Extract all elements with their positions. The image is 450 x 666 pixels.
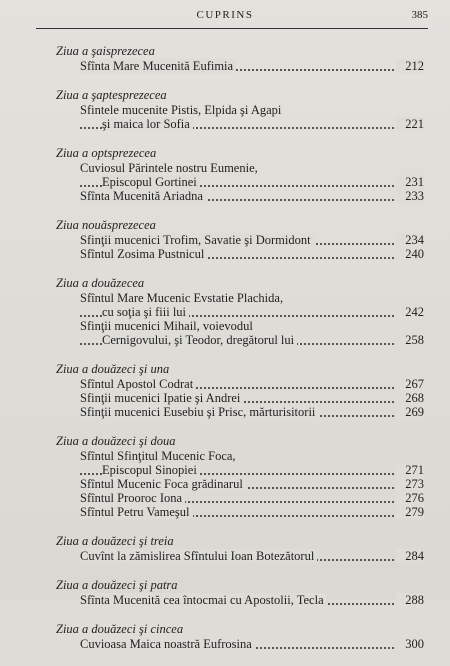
entry-line <box>80 449 424 463</box>
entry-line <box>80 477 424 491</box>
entry-title: Sfîntul Petru Vameşul <box>80 505 193 519</box>
toc-entry <box>80 637 424 651</box>
section-title: Ziua a douăzeci şi patra <box>56 578 178 592</box>
section-title: Ziua a douăzeci şi cincea <box>56 622 184 636</box>
toc-section <box>58 434 424 519</box>
section-title: Ziua a şaisprezecea <box>56 44 155 58</box>
page-number: 385 <box>411 9 428 21</box>
entry-line <box>80 637 424 651</box>
toc-section <box>58 218 424 261</box>
entry-line <box>80 233 424 247</box>
toc-section <box>58 44 424 73</box>
entry-title: Sfinţii mucenici Ipatie şi Andrei <box>80 391 243 405</box>
toc-entry <box>80 449 424 477</box>
entry-title: Sfîntul Mucenic Foca grădinarul <box>80 477 246 491</box>
toc-entry <box>80 59 424 73</box>
entry-line <box>80 377 424 391</box>
toc-entry <box>80 247 424 261</box>
toc-entry <box>80 505 424 519</box>
toc-section <box>58 276 424 347</box>
entry-title: Sfînta Mare Mucenită Eufimia <box>80 59 236 73</box>
entry-page-number: 258 <box>396 333 424 347</box>
toc-entry <box>80 319 424 347</box>
entry-title: cu soţia şi fiii lui <box>102 305 189 319</box>
entry-title: Cuvînt la zămislirea Sfîntului Ioan Botezătorul <box>80 549 317 563</box>
entry-page-number: 231 <box>396 175 424 189</box>
entry-title: Sfintele mucenite Pistis, Elpida şi Agapi <box>80 103 282 117</box>
running-title: CUPRINS <box>196 9 254 21</box>
toc-section <box>58 362 424 419</box>
entry-line <box>80 161 424 175</box>
table-of-contents <box>58 44 424 666</box>
entry-page-number: 242 <box>396 305 424 319</box>
section-title: Ziua a douăzeci şi una <box>56 362 170 376</box>
section-title: Ziua a şaptesprezecea <box>56 88 167 102</box>
entry-title: Sfînta Mucenită Ariadna <box>80 189 206 203</box>
entry-title: Cuviosul Părintele nostru Eumenie, <box>80 161 258 175</box>
toc-section <box>58 88 424 131</box>
entry-line <box>80 117 424 131</box>
entry-page-number: 300 <box>396 637 424 651</box>
entry-line <box>80 319 424 333</box>
toc-entry <box>80 477 424 491</box>
toc-entry <box>80 233 424 247</box>
entry-page-number: 269 <box>396 405 424 419</box>
entry-line <box>80 247 424 261</box>
entry-line <box>80 103 424 117</box>
entry-line <box>80 391 424 405</box>
entry-page-number: 267 <box>396 377 424 391</box>
entry-title: Sfinţii mucenici Mihail, voievodul <box>80 319 253 333</box>
entry-line <box>80 405 424 419</box>
entry-title: Episcopul Gortinei <box>102 175 200 189</box>
entry-line <box>80 175 424 189</box>
toc-section <box>58 534 424 563</box>
entry-line <box>80 189 424 203</box>
entry-title: Cernigovului, şi Teodor, dregătorul lui <box>102 333 297 347</box>
entry-page-number: 276 <box>396 491 424 505</box>
entry-line <box>80 463 424 477</box>
toc-entry <box>80 103 424 131</box>
entry-page-number: 273 <box>396 477 424 491</box>
entry-line <box>80 291 424 305</box>
entry-page-number: 284 <box>396 549 424 563</box>
toc-entry <box>80 391 424 405</box>
toc-entry <box>80 189 424 203</box>
toc-entry <box>80 491 424 505</box>
toc-section <box>58 578 424 607</box>
entry-title: Sfîntul Prooroc Iona <box>80 491 185 505</box>
toc-entry <box>80 377 424 391</box>
toc-section <box>58 146 424 203</box>
toc-entry <box>80 593 424 607</box>
toc-entry <box>80 405 424 419</box>
entry-title: Episcopul Sinopiei <box>102 463 200 477</box>
toc-section <box>58 622 424 651</box>
toc-entry <box>80 291 424 319</box>
entry-line <box>80 333 424 347</box>
entry-title: Sfînta Mucenită cea întocmai cu Apostolii, Tecla <box>80 593 327 607</box>
entry-line <box>80 505 424 519</box>
entry-page-number: 288 <box>396 593 424 607</box>
entry-title: Sfîntul Zosima Pustnicul <box>80 247 207 261</box>
section-title: Ziua a optsprezecea <box>56 146 157 160</box>
entry-title: Cuvioasa Maica noastră Eufrosina <box>80 637 255 651</box>
entry-title: Sfîntul Apostol Codrat <box>80 377 196 391</box>
entry-line <box>80 593 424 607</box>
toc-entry <box>80 549 424 563</box>
toc-entry <box>80 161 424 189</box>
entry-page-number: 271 <box>396 463 424 477</box>
entry-title: şi maica lor Sofia <box>102 117 193 131</box>
entry-title: Sfinţii mucenici Trofim, Savatie şi Dormidont <box>80 233 314 247</box>
entry-page-number: 233 <box>396 189 424 203</box>
entry-line <box>80 491 424 505</box>
section-title: Ziua a douăzecea <box>56 276 145 290</box>
entry-line <box>80 549 424 563</box>
header-rule <box>36 28 428 29</box>
entry-page-number: 234 <box>396 233 424 247</box>
entry-page-number: 268 <box>396 391 424 405</box>
entry-page-number: 279 <box>396 505 424 519</box>
entry-title: Sfinţii mucenici Eusebiu şi Prisc, mărturisitorii <box>80 405 318 419</box>
entry-page-number: 240 <box>396 247 424 261</box>
entry-title: Sfîntul Sfinţitul Mucenic Foca, <box>80 449 236 463</box>
section-title: Ziua a douăzeci şi doua <box>56 434 176 448</box>
section-title: Ziua a douăzeci şi treia <box>56 534 174 548</box>
entry-title: Sfîntul Mare Mucenic Evstatie Plachida, <box>80 291 284 305</box>
entry-page-number: 221 <box>396 117 424 131</box>
page-header <box>0 6 450 26</box>
entry-page-number: 212 <box>396 59 424 73</box>
entry-line <box>80 59 424 73</box>
entry-line <box>80 305 424 319</box>
section-title: Ziua nouăsprezecea <box>56 218 156 232</box>
